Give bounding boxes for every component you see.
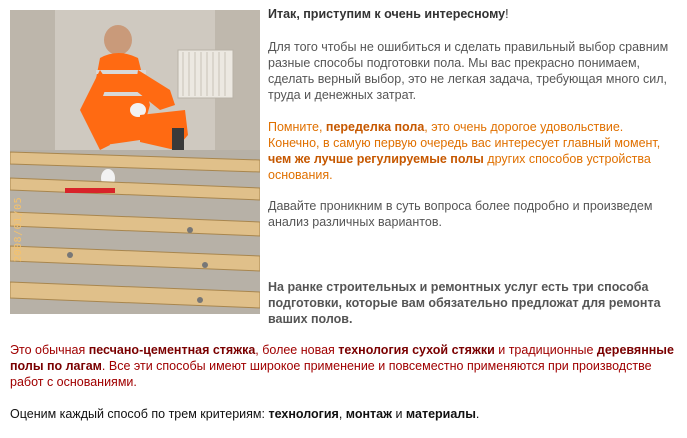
remember-text-1: Помните, bbox=[268, 120, 326, 134]
criteria-text-2: , bbox=[338, 407, 346, 421]
methods-bold-1: песчано-цементная стяжка bbox=[88, 343, 256, 357]
remember-text-3: других способов устройства основания. bbox=[268, 152, 651, 182]
methods-text-1: Это обычная bbox=[10, 343, 89, 357]
remember-bold-1: переделка пола bbox=[325, 120, 425, 134]
remember-text-2: , это очень дорогое удовольствие. Конечно, в самую первую очередь вас интересует главный момент, bbox=[268, 120, 661, 150]
criteria-bold-3: материалы bbox=[405, 407, 476, 421]
criteria-text-3: и bbox=[391, 407, 406, 421]
intro-heading bbox=[268, 6, 678, 22]
intro-heading-bold: Итак, приступим к очень интересному bbox=[268, 7, 506, 21]
paragraph-market: На ранке строительных и ремонтных услуг есть три способа подготовки, которые вам обязательно предложат для ремонта ваших полов. bbox=[268, 280, 661, 326]
methods-text-3: и традиционные bbox=[494, 343, 597, 357]
criteria-text-4: . bbox=[475, 407, 480, 421]
methods-bold-3: деревянные полы по лагам bbox=[10, 343, 674, 373]
paragraph-analysis: Давайте проникним в суть вопроса более подробно и произведем анализ различных вариантов. bbox=[268, 199, 653, 229]
photo-datestamp: 2008/01/05 bbox=[13, 196, 24, 262]
methods-text-4: . Все эти способы имеют широкое применение и повсеместно применяются при производстве работ с основаниями. bbox=[10, 359, 652, 389]
intro-heading-tail: ! bbox=[505, 7, 509, 21]
methods-bold-2: технология сухой стяжки bbox=[338, 343, 495, 357]
paragraph-choice: Для того чтобы не ошибиться и сделать правильный выбор сравним разные способы подготовки пола. Мы вас прекрасно понимаем, сделать верный выбор, это не легкая задача, требующая много сил, труда и денежных затрат. bbox=[268, 40, 669, 102]
worker-photo-illustration bbox=[10, 10, 260, 314]
worker-photo bbox=[10, 10, 260, 314]
criteria-text-1: Оценим каждый способ по трем критериям: bbox=[10, 407, 269, 421]
criteria-bold-2: монтаж bbox=[345, 407, 392, 421]
methods-text-2: , более новая bbox=[255, 343, 339, 357]
remember-bold-2: чем же лучше регулируемые полы bbox=[268, 152, 484, 166]
paragraph-remember bbox=[268, 119, 678, 183]
paragraph-methods bbox=[10, 342, 680, 390]
criteria-bold-1: технология bbox=[268, 407, 339, 421]
paragraph-criteria bbox=[10, 406, 680, 422]
